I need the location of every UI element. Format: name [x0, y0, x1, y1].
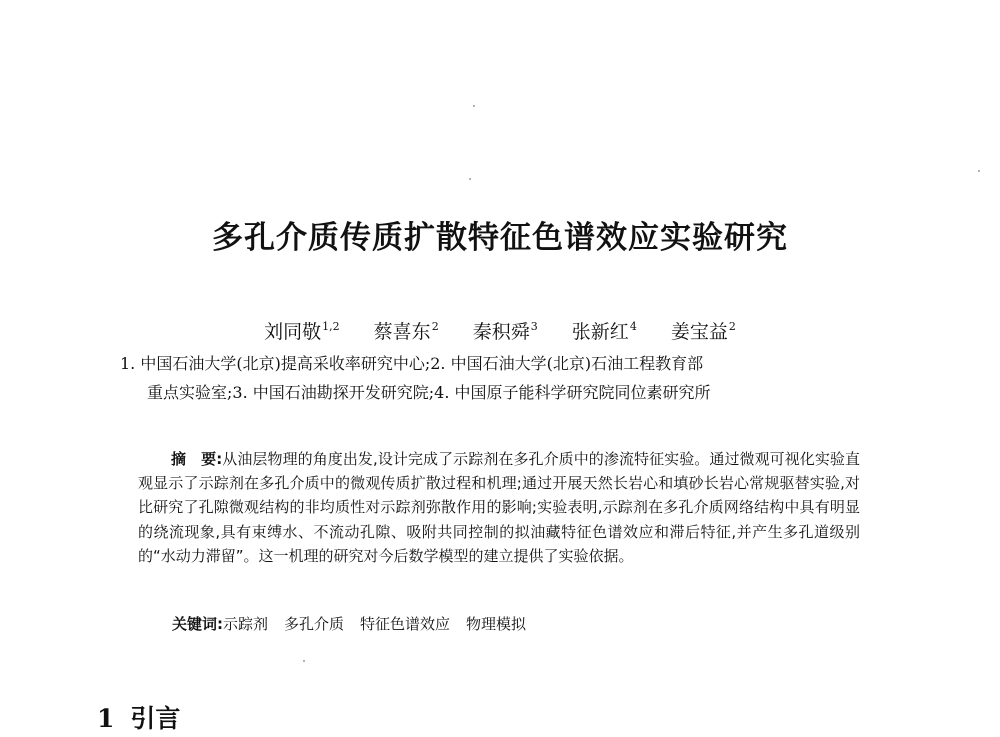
affiliation-line: 1. 中国石油大学(北京)提高采收率研究中心;2. 中国石油大学(北京)石油工程教育部	[120, 354, 704, 373]
author-name: 蔡喜东	[373, 321, 431, 343]
abstract-text: 从油层物理的角度出发,设计完成了示踪剂在多孔介质中的渗流特征实验。通过微观可视化实验直观显示了示踪剂在多孔介质中的微观传质扩散过程和机理;通过开展天然长岩心和填砂长岩心常规驱替实验,对比研究了孔隙微观结构的非均质性对示踪剂弥散作用的影响;实验表明,示踪剂在多孔介质网络结构中具有明显的绕流现象,具有束缚水、不流动孔隙、吸附共同控制的拟油藏特征色谱效应和滞后特征,并产生多孔道级别的“水动力滞留”。这一机理的研究对今后数学模型的建立提供了实验依据。	[138, 450, 861, 565]
author	[374, 317, 439, 344]
section-heading	[97, 699, 180, 735]
author-name: 姜宝益	[670, 321, 728, 343]
keyword: 物理模拟	[466, 615, 527, 633]
keyword: 多孔介质	[284, 615, 345, 633]
author-affiliation-mark: 2	[728, 320, 736, 333]
scan-speck	[978, 170, 980, 172]
abstract-label: 摘 要:	[171, 450, 223, 468]
author-name: 张新红	[571, 321, 629, 343]
scan-speck	[473, 105, 475, 107]
author-affiliation-mark: 3	[530, 320, 538, 333]
author-name: 秦积舜	[472, 321, 530, 343]
author	[264, 317, 340, 344]
affiliation-line: 重点实验室;3. 中国石油勘探开发研究院;4. 中国原子能科学研究院同位素研究所	[147, 383, 711, 402]
scan-speck	[303, 660, 305, 662]
author-list	[0, 317, 1000, 344]
paper-title: 多孔介质传质扩散特征色谱效应实验研究	[212, 220, 788, 256]
section-title: 引言	[130, 704, 181, 733]
author	[671, 317, 736, 344]
scan-speck	[469, 178, 471, 180]
author-affiliation-mark: 2	[431, 320, 439, 333]
author-affiliation-mark: 4	[629, 320, 637, 333]
author	[572, 317, 637, 344]
keyword: 特征色谱效应	[360, 615, 451, 633]
author	[473, 317, 538, 344]
author-affiliation-mark: 1,2	[322, 320, 340, 333]
author-name: 刘同敬	[264, 321, 322, 343]
section-number: 1	[97, 704, 115, 733]
abstract	[138, 447, 860, 568]
keywords	[172, 613, 542, 634]
keyword: 示踪剂	[223, 615, 269, 633]
keywords-label: 关键词:	[172, 615, 223, 633]
